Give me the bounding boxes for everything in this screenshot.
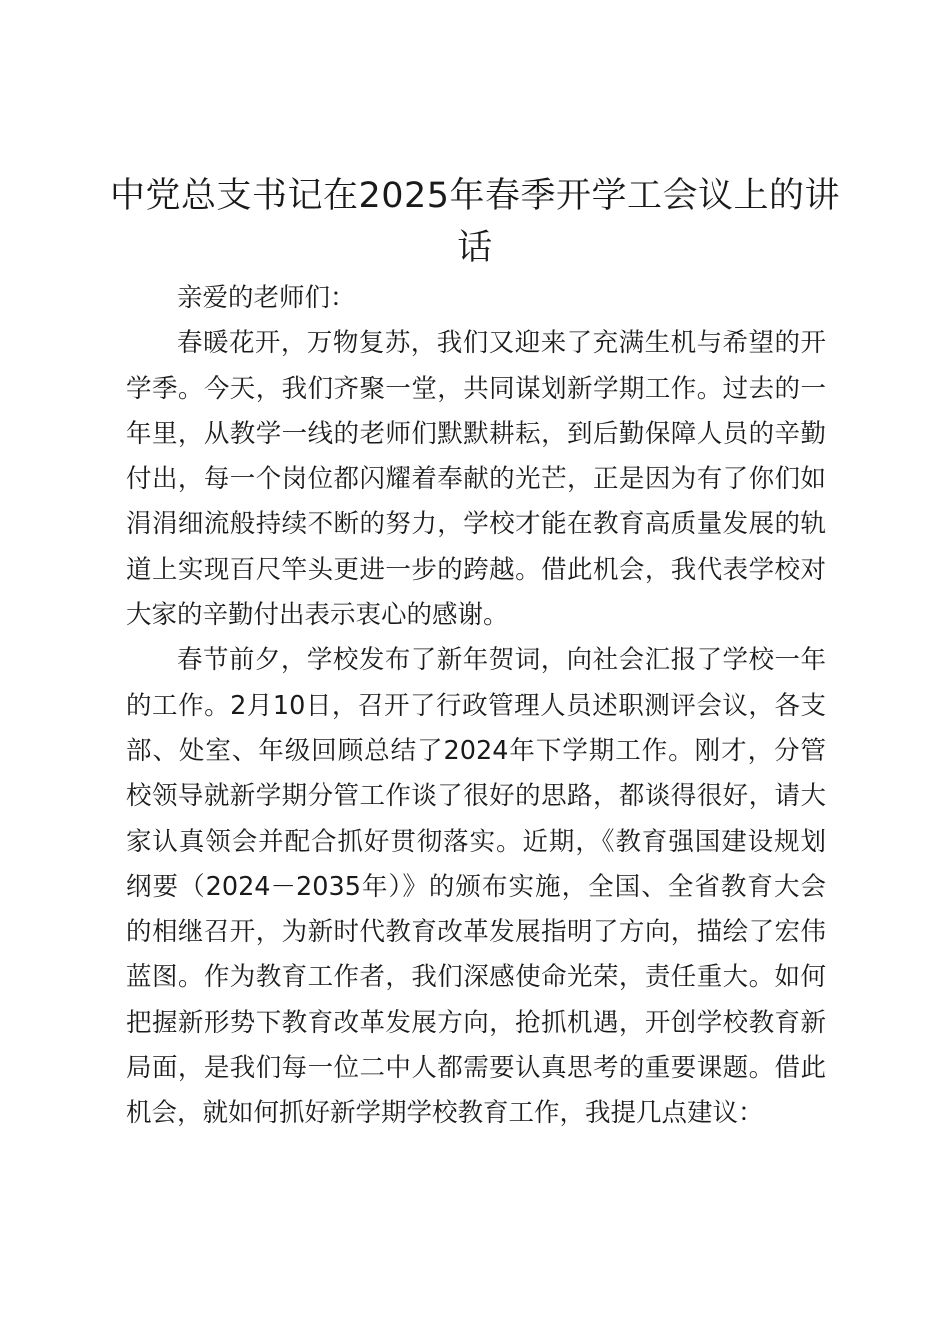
document-body — [126, 276, 826, 1137]
document-title: 中党总支书记在2025年春季开学工会议上的讲话 — [109, 176, 841, 268]
greeting: 亲爱的老师们： — [177, 283, 356, 313]
paragraph-2: 春节前夕，学校发布了新年贺词，向社会汇报了学校一年的工作。2月10日，召开了行政管理人员述职测评会议，各支部、处室、年级回顾总结了2024年下学期工作。刚才，分管校领导就新学期分管工作谈了很好的思路，都谈得很好，请大家认真领会并配合抓好贯彻落实。近期，《教育强国建设规划纲要（2024－2035年）》的颁布实施，全国、全省教育大会的相继召开，为新时代教育改革发展指明了方向，描绘了宏伟蓝图。作为教育工作者，我们深感使命光荣，责任重大。如何把握新形势下教育改革发展方向，抢抓机遇，开创学校教育新局面，是我们每一位二中人都需要认真思考的重要课题。借此机会，就如何抓好新学期学校教育工作，我提几点建议： — [126, 645, 826, 1129]
paragraph-1: 春暖花开，万物复苏，我们又迎来了充满生机与希望的开学季。今天，我们齐聚一堂，共同谋划新学期工作。过去的一年里，从教学一线的老师们默默耕耘，到后勤保障人员的辛勤付出，每一个岗位都闪耀着奉献的光芒，正是因为有了你们如涓涓细流般持续不断的努力，学校才能在教育高质量发展的轨道上实现百尺竿头更进一步的跨越。借此机会，我代表学校对大家的辛勤付出表示衷心的感谢。 — [126, 328, 826, 631]
